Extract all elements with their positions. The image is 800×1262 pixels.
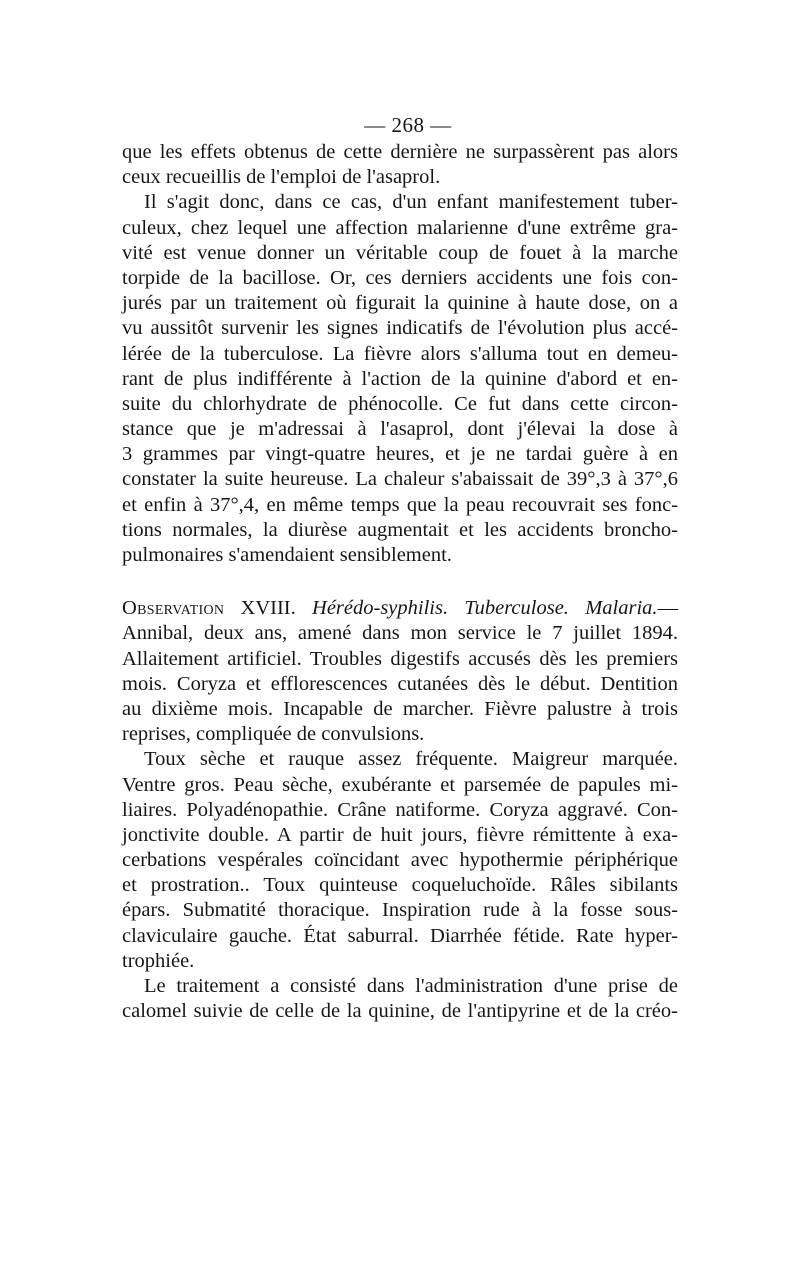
observation-dash: — (657, 597, 679, 620)
observation-title-part: Hérédo-syphilis. (312, 597, 449, 620)
page-number: — 268 — (364, 113, 452, 137)
text-line: culeux, chez lequel une affection malarienne d'une extrême gra- (122, 216, 678, 239)
text-line: mois. Coryza et efflorescences cutanées dès le début. Dentition (122, 672, 678, 695)
text-line: Annibal, deux ans, amené dans mon service le 7 juillet 1894. (122, 622, 678, 645)
text-line: trophiée. (122, 949, 195, 972)
observation-number: XVIII. (240, 597, 296, 620)
text-line: Toux sèche et rauque assez fréquente. Maigreur marquée. (144, 748, 678, 771)
paragraph-continuation (122, 140, 678, 190)
text-line: cerbations vespérales coïncidant avec hypothermie périphérique (122, 849, 678, 872)
observation-section (122, 596, 678, 747)
text-line: Ventre gros. Peau sèche, exubérante et parsemée de papules mi- (122, 773, 678, 796)
text-line: stance que je m'adressai à l'asaprol, dont j'élevai la dose à (122, 418, 678, 441)
text-line: et prostration.. Toux quinteuse coqueluchoïde. Râles sibilants (122, 874, 678, 897)
paragraph-discussion (122, 190, 678, 568)
section-gap (122, 568, 678, 596)
observation-heading (122, 596, 678, 621)
paragraph-symptoms (122, 747, 678, 974)
text-line: au dixième mois. Incapable de marcher. Fièvre palustre à trois (122, 697, 678, 720)
observation-title-part: Tuberculose. (464, 597, 569, 620)
text-line: vu aussitôt survenir les signes indicatifs de l'évolution plus accé- (122, 317, 678, 340)
text-line: que les effets obtenus de cette dernière ne surpassèrent pas alors (122, 141, 678, 163)
text-line: tions normales, la diurèse augmentait et les accidents broncho- (122, 518, 678, 541)
text-line: rant de plus indifférente à l'action de la quinine d'abord et en- (122, 367, 678, 390)
text-line: Allaitement artificiel. Troubles digestifs accusés dès les premiers (122, 647, 678, 670)
text-line: vité est venue donner un véritable coup de fouet à la marche (122, 241, 678, 264)
observation-title-part: Malaria. (585, 597, 658, 620)
text-line: calomel suivie de celle de la quinine, de l'antipyrine et de la créo- (122, 1000, 678, 1023)
text-line: pulmonaires s'amendaient sensiblement. (122, 544, 452, 566)
text-line: jonctivite double. A partir de huit jours, fièvre rémittente à exa- (122, 823, 678, 846)
text-line: reprises, compliquée de convulsions. (122, 723, 425, 746)
text-line: torpide de la bacillose. Or, ces derniers accidents une fois con- (122, 266, 678, 289)
text-line: et enfin à 37°,4, en même temps que la peau recouvrait ses fonc- (122, 493, 678, 516)
text-line: lérée de la tuberculose. La fièvre alors s'alluma tout en demeu- (122, 342, 678, 365)
text-line: 3 grammes par vingt-quatre heures, et je ne tardai guère à en (122, 443, 678, 466)
text-line: Le traitement a consisté dans l'administration d'une prise de (144, 975, 678, 997)
text-line: Il s'agit donc, dans ce cas, d'un enfant manifestement tuber- (144, 191, 678, 214)
paragraph-treatment (122, 974, 678, 1024)
observation-label: Observation (122, 597, 225, 620)
text-line: liaires. Polyadénopathie. Crâne natiforme. Coryza aggravé. Con- (122, 798, 678, 821)
text-line: jurés par un traitement où figurait la quinine à haute dose, on a (122, 292, 678, 315)
text-line: constater la suite heureuse. La chaleur s'abaissait de 39°,3 à 37°,6 (122, 468, 678, 491)
text-line: claviculaire gauche. État saburral. Diarrhée fétide. Rate hyper- (122, 924, 678, 947)
text-line: ceux recueillis de l'emploi de l'asaprol. (122, 166, 441, 189)
text-line: épars. Submatité thoracique. Inspiration rude à la fosse sous- (122, 899, 678, 922)
book-page (122, 112, 678, 1024)
text-line: suite du chlorhydrate de phénocolle. Ce fut dans cette circon- (122, 392, 678, 415)
